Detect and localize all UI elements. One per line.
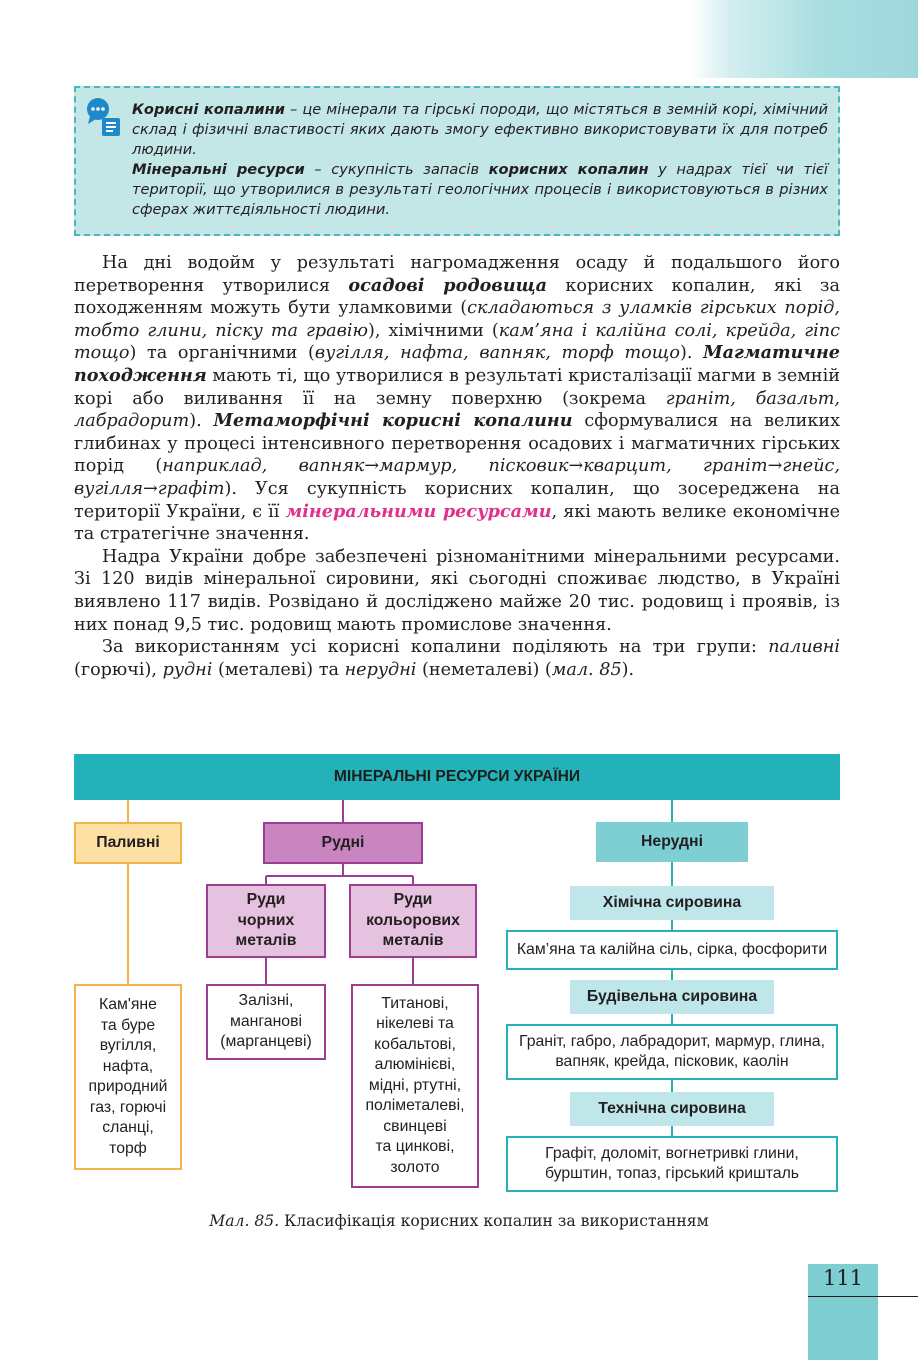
page-number: 111 [822, 1266, 864, 1290]
body-text [74, 252, 840, 681]
definition-mineral-resources [132, 160, 828, 220]
paragraph: На дні водойм у результаті нагромадження осаду й подальшого його перетворення утворилися осадові родовища корисних копалин, які за походженням можуть бути уламковими (складаються з уламків гірських порід, тобто глини, піску та гравію), хімічними (кам’яна і калійна солі, крейда, гіпс тощо) та органічними (вугілля, нафта, вапняк, торф тощо). Магматичне походження мають ті, що утворилися в результаті кристалізації магми в земній корі або виливання її на земну поверхню (зокрема граніт, базальт, лабрадорит). Метаморфічні корисні копалини сформувалися на великих глибинах у процесі інтенсивного перетворення осадових і магматичних гірських порід (наприклад, вапняк→мармур, пісковик→кварцит, граніт→гнейс, вугілля→графіт). Уся сукупність корисних копалин, що зосереджена на території України, є її мінеральними ресурсами, які мають велике економічне та стратегічне значення. [74, 253, 840, 545]
fuel-list: Кам'яне та буре вугілля, нафта, природний газ, горючі сланці, торф [88, 996, 168, 1157]
technical-items: Графіт, доломіт, вогнетривкі глини, бурштин, топаз, гірський кришталь [506, 1136, 838, 1192]
chemical-header: Хімічна сировина [570, 886, 774, 920]
fuel-header: Паливні [74, 822, 182, 864]
ore-header: Рудні [263, 822, 423, 864]
term: Корисні копалини [132, 101, 285, 118]
definition-text: – сукупність запасів [304, 161, 489, 178]
nonferrous-header: Руди кольорових металів [349, 884, 477, 958]
building-items: Граніт, габро, лабрадорит, мармур, глина, вапняк, крейда, пісковик, каолін [506, 1024, 838, 1080]
highlight-term: мінеральними ресурсами [285, 500, 552, 522]
header-decoration [690, 0, 918, 78]
definition-box [74, 86, 840, 236]
nonmetal-header: Нерудні [596, 822, 748, 862]
ferrous-header: Руди чорних металів [206, 884, 326, 958]
chemical-items: Кам’яна та калійна сіль, сірка, фосфорити [506, 930, 838, 970]
technical-header: Технічна сировина [570, 1092, 774, 1126]
building-header: Будівельна сировина [570, 980, 774, 1014]
definition-text: – це мінерали та гірські породи, що містяться в земній корі, хімічний склад і фізичні властивості яких дають змогу ефективно використовувати їх для потреб людини. [132, 101, 828, 158]
nonferrous-items: Титанові, нікелеві та кобальтові, алюмінієві, мідні, ртутні, поліметалеві, свинцеві та цинкові, золото [351, 984, 479, 1188]
paragraph: За використанням усі корисні копалини поділяють на три групи: паливні (горючі), рудні (металеві) та нерудні (неметалеві) (мал. 85). [74, 637, 840, 680]
term: корисних копалин [488, 161, 649, 178]
term: Мінеральні ресурси [132, 161, 305, 178]
ferrous-items: Залізні, манганові (марганцеві) [206, 984, 326, 1060]
page-number-rule [808, 1296, 918, 1297]
fuel-items [74, 984, 182, 1170]
paragraph: Надра України добре забезпечені різноманітними мінеральними ресурсами. Зі 120 видів мінеральної сировини, які сьогодні споживає людство, в Україні виявлено 117 видів. Розвідано й досліджено майже 20 тис. родовищ і проявів, із них понад 9,5 тис. родовищ мають промислове значення. [74, 546, 840, 635]
figure-caption: Мал. 85. Класифікація корисних копалин за використанням [209, 1212, 709, 1230]
info-bubble-icon [84, 96, 124, 140]
definition-text: у надрах тієї чи тієї території, що утворилися в результаті геологічних процесів і використовуються в різних сферах життєдіяльності людини. [132, 161, 828, 218]
definition-mineral-deposits [132, 100, 828, 160]
diagram-title: МІНЕРАЛЬНІ РЕСУРСИ УКРАЇНИ [74, 754, 840, 800]
